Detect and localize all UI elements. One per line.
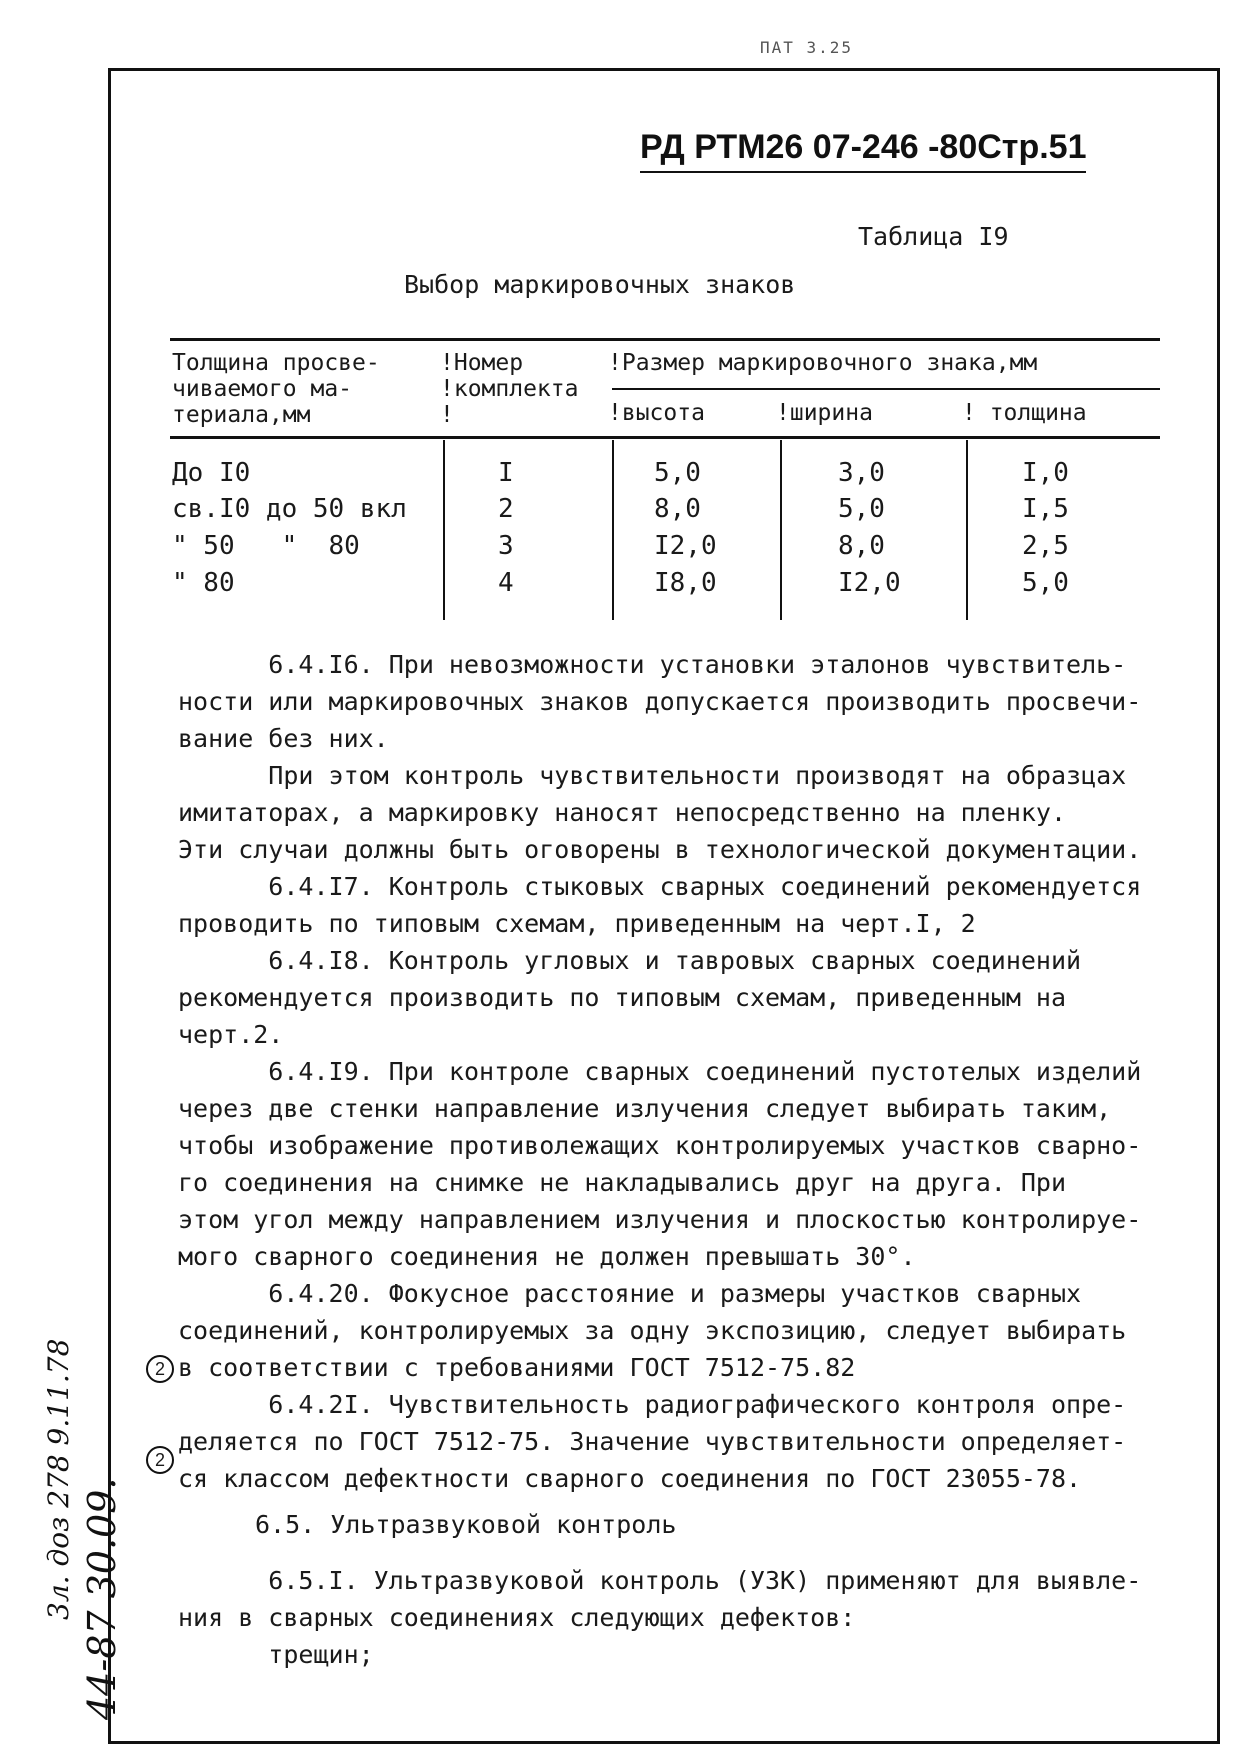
table-subheader-rule — [612, 388, 1160, 390]
paragraph-6-4-19: 6.4.I9. При контроле сварных соединений пустотелых изделий через две стенки направление излучения следует выбирать таким, чтобы изображение противолежащих контролируемых участков сварно- го соединения на снимке не накладывались друг на друга. При этом угол между направлением излучения и плоскостью контролируе- мого сварного соединения не должен превышать 30°. — [178, 1057, 1142, 1271]
cell-set: I — [498, 458, 514, 488]
cell-thickness: св.I0 до 50 вкл — [172, 494, 407, 524]
cell-set: 3 — [498, 531, 514, 561]
paragraph-6-5-1: 6.5.I. Ультразвуковой контроль (УЗК) применяют для выявле- ния в сварных соединениях следующих дефектов: — [178, 1566, 1142, 1632]
column-divider — [612, 440, 614, 620]
header-height: !высота — [608, 400, 705, 426]
cell-depth: I,5 — [1022, 494, 1069, 524]
cell-set: 4 — [498, 568, 514, 598]
document-code-header: РД РТМ26 07-246 -80Стр.51 — [640, 128, 1086, 173]
cell-height: I8,0 — [654, 568, 717, 598]
column-divider — [443, 440, 445, 620]
revision-mark: 2 — [146, 1446, 174, 1474]
paragraph-6-4-16: 6.4.I6. При невозможности установки эталонов чувствитель- ности или маркировочных знаков допускается производить просвечи- вание без них. — [178, 650, 1142, 753]
paragraph-6-4-20: 6.4.20. Фокусное расстояние и размеры участков сварных соединений, контролируемых за одну экспозицию, следует выбирать в соответствии с требованиями ГОСТ 7512-75.82 — [178, 1279, 1127, 1382]
header-width: !ширина — [776, 400, 873, 426]
top-stamp-mark: ПАТ 3.25 — [760, 38, 854, 57]
cell-height: 5,0 — [654, 458, 701, 488]
cell-depth: 2,5 — [1022, 531, 1069, 561]
header-mark-size: !Размер маркировочного знака,мм — [608, 350, 1038, 376]
margin-handwritten-note: 3л. доз 278 9.11.78 — [42, 1338, 75, 1620]
paragraph-6-4-18: 6.4.I8. Контроль угловых и тавровых сварных соединений рекомендуется производить по типовым схемам, приведенным на черт.2. — [178, 946, 1082, 1049]
column-divider — [780, 440, 782, 620]
table-title: Выбор маркировочных знаков — [404, 270, 796, 299]
header-depth: ! толщина — [962, 400, 1087, 426]
cell-height: I2,0 — [654, 531, 717, 561]
section-heading-6-5: 6.5. Ультразвуковой контроль — [255, 1510, 677, 1539]
cell-width: 3,0 — [838, 458, 885, 488]
cell-thickness: " 50 " 80 — [172, 531, 360, 561]
table-number-label: Таблица I9 — [858, 222, 1009, 251]
cell-thickness: " 80 — [172, 568, 235, 598]
table-header-bottom-rule — [170, 436, 1160, 439]
cell-depth: 5,0 — [1022, 568, 1069, 598]
cell-width: 8,0 — [838, 531, 885, 561]
table-top-rule — [170, 338, 1160, 341]
column-divider — [966, 440, 968, 620]
paragraph-6-4-16-cont: При этом контроль чувствительности производят на образцах имитаторах, а маркировку наносят непосредственно на пленку. Эти случаи должны быть оговорены в технологической документации. — [178, 761, 1142, 864]
revision-mark: 2 — [146, 1355, 174, 1383]
paragraph-6-4-21: 6.4.2I. Чувствительность радиографического контроля опре- деляется по ГОСТ 7512-75. Значение чувствительности определяет- ся классом дефектности сварного соединения по ГОСТ 23055-78. — [178, 1390, 1127, 1493]
cell-depth: I,0 — [1022, 458, 1069, 488]
header-set-number: !Номер !комплекта ! — [440, 350, 579, 428]
cell-width: 5,0 — [838, 494, 885, 524]
margin-handwritten-note: 44-87 30.09. — [80, 1477, 124, 1720]
cell-height: 8,0 — [654, 494, 701, 524]
cell-width: I2,0 — [838, 568, 901, 598]
paragraph-6-4-17: 6.4.I7. Контроль стыковых сварных соединений рекомендуется проводить по типовым схемам, приведенным на черт.I, 2 — [178, 872, 1142, 938]
cell-thickness: До I0 — [172, 458, 251, 488]
header-thickness: Толщина просве- чиваемого ма- териала,мм — [172, 350, 380, 428]
list-item-cracks: трещин; — [178, 1640, 374, 1669]
cell-set: 2 — [498, 494, 514, 524]
